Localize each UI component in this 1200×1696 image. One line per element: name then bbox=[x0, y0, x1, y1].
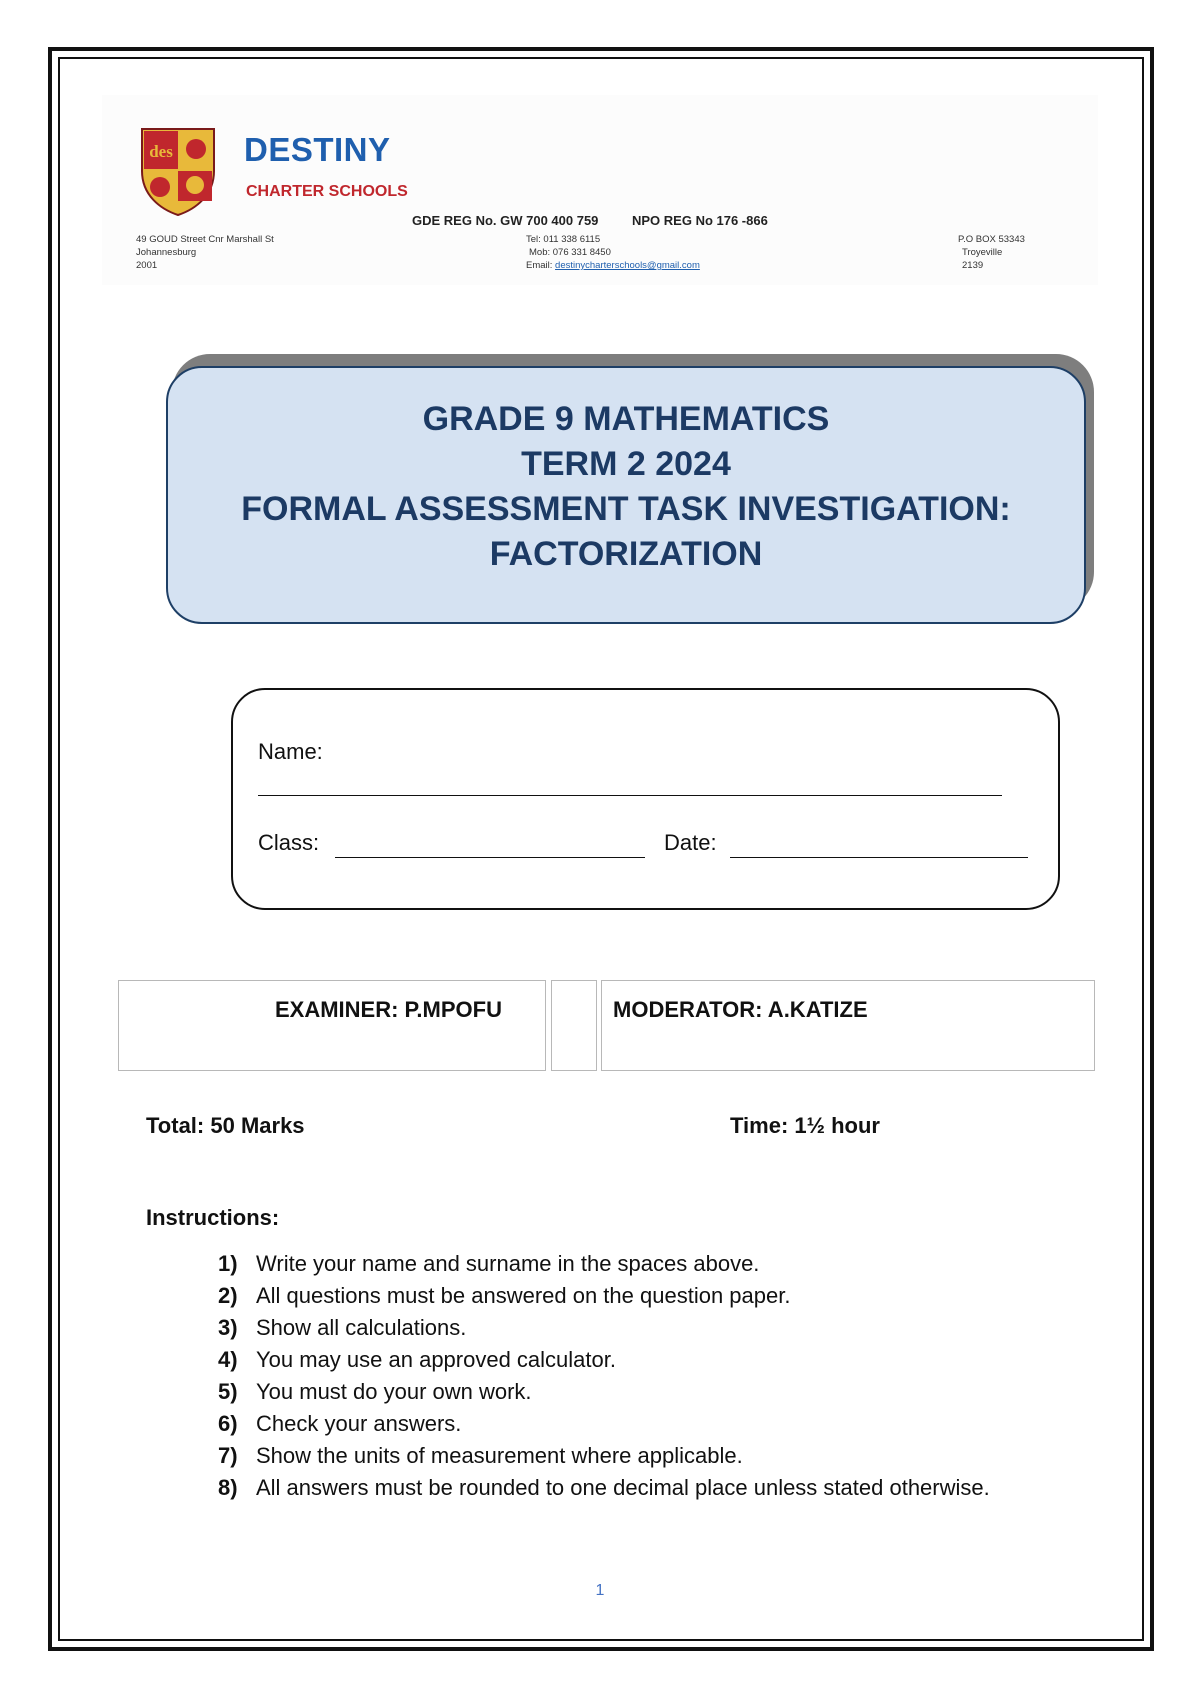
title-task: FORMAL ASSESSMENT TASK INVESTIGATION: bbox=[241, 490, 1011, 528]
title-grade-subject: GRADE 9 MATHEMATICS bbox=[422, 400, 830, 438]
letterhead bbox=[102, 95, 1098, 285]
title-topic: FACTORIZATION bbox=[489, 535, 763, 573]
spacer-cell bbox=[551, 980, 597, 1071]
po-line: 2139 bbox=[962, 260, 984, 271]
instruction-item: 6) Check your answers. bbox=[218, 1411, 462, 1436]
name-field[interactable] bbox=[258, 795, 1002, 796]
address-line: 49 GOUD Street Cnr Marshall St bbox=[136, 234, 274, 245]
po-line: Troyeville bbox=[962, 247, 1003, 258]
examiner-name: EXAMINER: P.MPOFU bbox=[275, 997, 502, 1022]
po-line: P.O BOX 53343 bbox=[958, 234, 1025, 245]
title-term-year: TERM 2 2024 bbox=[521, 445, 731, 483]
class-label: Class: bbox=[258, 830, 320, 855]
instructions-list bbox=[218, 1251, 990, 1507]
svg-text:des: des bbox=[149, 142, 173, 161]
date-label: Date: bbox=[664, 830, 717, 855]
examiner-cell bbox=[118, 980, 546, 1071]
email-label: Email: bbox=[526, 260, 553, 271]
school-crest-logo bbox=[138, 125, 218, 217]
school-address bbox=[136, 233, 274, 272]
instruction-item: 2) All questions must be answered on the question paper. bbox=[218, 1283, 791, 1308]
gde-registration: GDE REG No. GW 700 400 759 bbox=[412, 213, 599, 228]
instruction-item: 1) Write your name and surname in the spaces above. bbox=[218, 1251, 760, 1276]
instruction-item: 7) Show the units of measurement where applicable. bbox=[218, 1443, 743, 1468]
contact-details bbox=[526, 233, 700, 272]
title-box bbox=[166, 366, 1086, 624]
student-details-box bbox=[231, 688, 1060, 910]
instruction-item: 3) Show all calculations. bbox=[218, 1315, 467, 1340]
page-number: 1 bbox=[595, 1582, 605, 1599]
name-label: Name: bbox=[258, 739, 323, 764]
moderator-name: MODERATOR: A.KATIZE bbox=[613, 997, 868, 1022]
class-field[interactable] bbox=[335, 857, 645, 858]
email-link[interactable]: destinycharterschools@gmail.com bbox=[555, 260, 700, 271]
po-box-address bbox=[958, 233, 1025, 272]
school-subtitle: CHARTER SCHOOLS bbox=[246, 183, 408, 200]
mobile: Mob: 076 331 8450 bbox=[529, 247, 611, 258]
instructions-heading: Instructions: bbox=[146, 1205, 280, 1230]
moderator-cell bbox=[601, 980, 1095, 1071]
email-row bbox=[526, 259, 700, 272]
time-allowed: Time: 1½ hour bbox=[730, 1113, 880, 1138]
telephone: Tel: 011 338 6115 bbox=[526, 234, 601, 245]
npo-registration: NPO REG No 176 -866 bbox=[632, 213, 768, 228]
address-line: 2001 bbox=[136, 260, 158, 271]
instruction-item: 4) You may use an approved calculator. bbox=[218, 1347, 616, 1372]
school-name: DESTINY bbox=[244, 131, 391, 168]
instruction-item: 8) All answers must be rounded to one decimal place unless stated otherwise. bbox=[218, 1475, 990, 1500]
total-marks: Total: 50 Marks bbox=[146, 1113, 305, 1138]
address-line: Johannesburg bbox=[136, 247, 197, 258]
instruction-item: 5) You must do your own work. bbox=[218, 1379, 532, 1404]
date-field[interactable] bbox=[730, 857, 1028, 858]
